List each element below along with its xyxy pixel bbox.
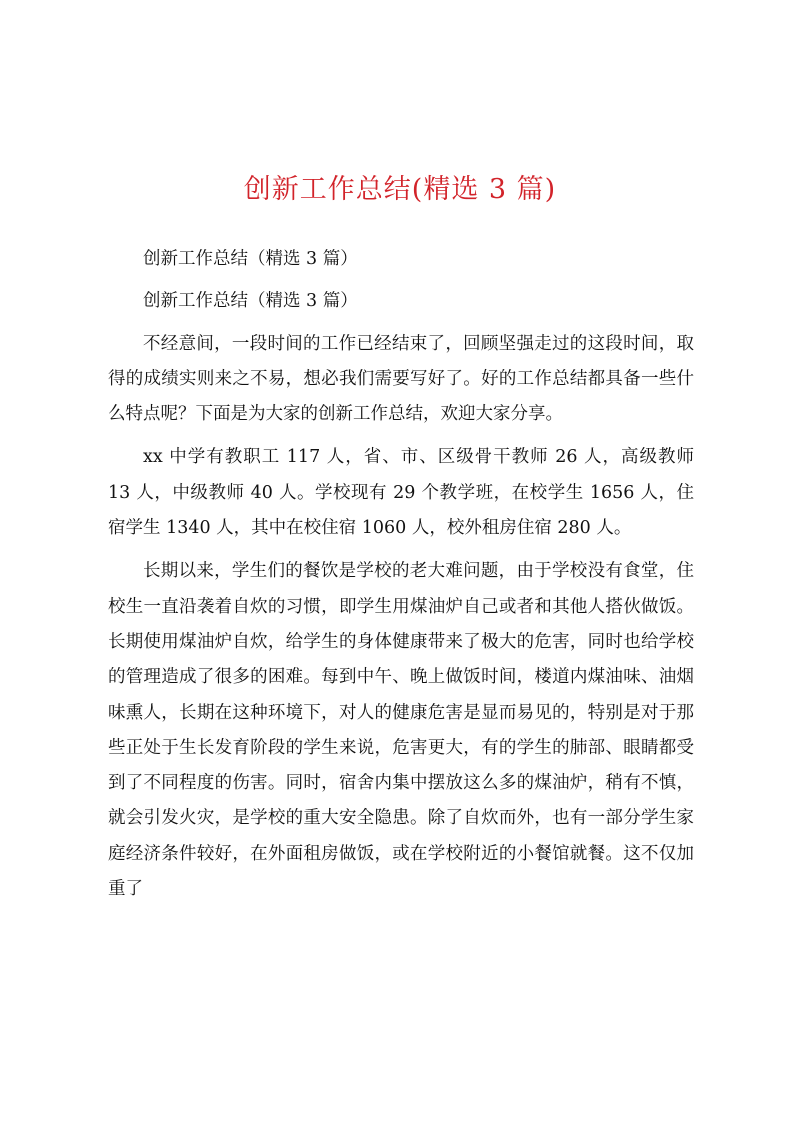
body-paragraph: 长期以来，学生们的餐饮是学校的老大难问题，由于学校没有食堂，住校生一直沿袭着自炊的习惯，即学生用煤油炉自己或者和其他人搭伙做饭。长期使用煤油炉自炊，给学生的身体健康带来了极大的危害，同时也给学校的管理造成了很多的困难。每到中午、晚上做饭时间，楼道内煤油味、油烟味熏人，长期在这种环境下，对人的健康危害是显而易见的，特别是对于那些正处于生长发育阶段的学生来说，危害更大，有的学生的肺部、眼睛都受到了不同程度的伤害。同时，宿舍内集中摆放这么多的煤油炉，稍有不慎，就会引发火灾，是学校的重大安全隐患。除了自炊而外，也有一部分学生家庭经济条件较好，在外面租房做饭，或在学校附近的小餐馆就餐。这不仅加重了: [108, 561, 694, 900]
body-paragraph: xx 中学有教职工 117 人，省、市、区级骨干教师 26 人，高级教师 13 人，中级教师 40 人。学校现有 29 个教学班，在校学生 1656 人，住宿学生 1340 人，其中在校住宿 1060 人，校外租房住宿 280 人。: [108, 447, 694, 539]
body-paragraph: 不经意间，一段时间的工作已经结束了，回顾坚强走过的这段时间，取得的成绩实则来之不易，想必我们需要写好了。好的工作总结都具备一些什么特点呢？下面是为大家的创新工作总结，欢迎大家分享。: [108, 333, 694, 425]
document-title: 创新工作总结(精选 3 篇): [243, 174, 557, 205]
document-body: [108, 242, 694, 915]
subtitle-line: 创新工作总结（精选 3 篇）: [143, 291, 358, 312]
subtitle-line: 创新工作总结（精选 3 篇）: [143, 249, 358, 269]
